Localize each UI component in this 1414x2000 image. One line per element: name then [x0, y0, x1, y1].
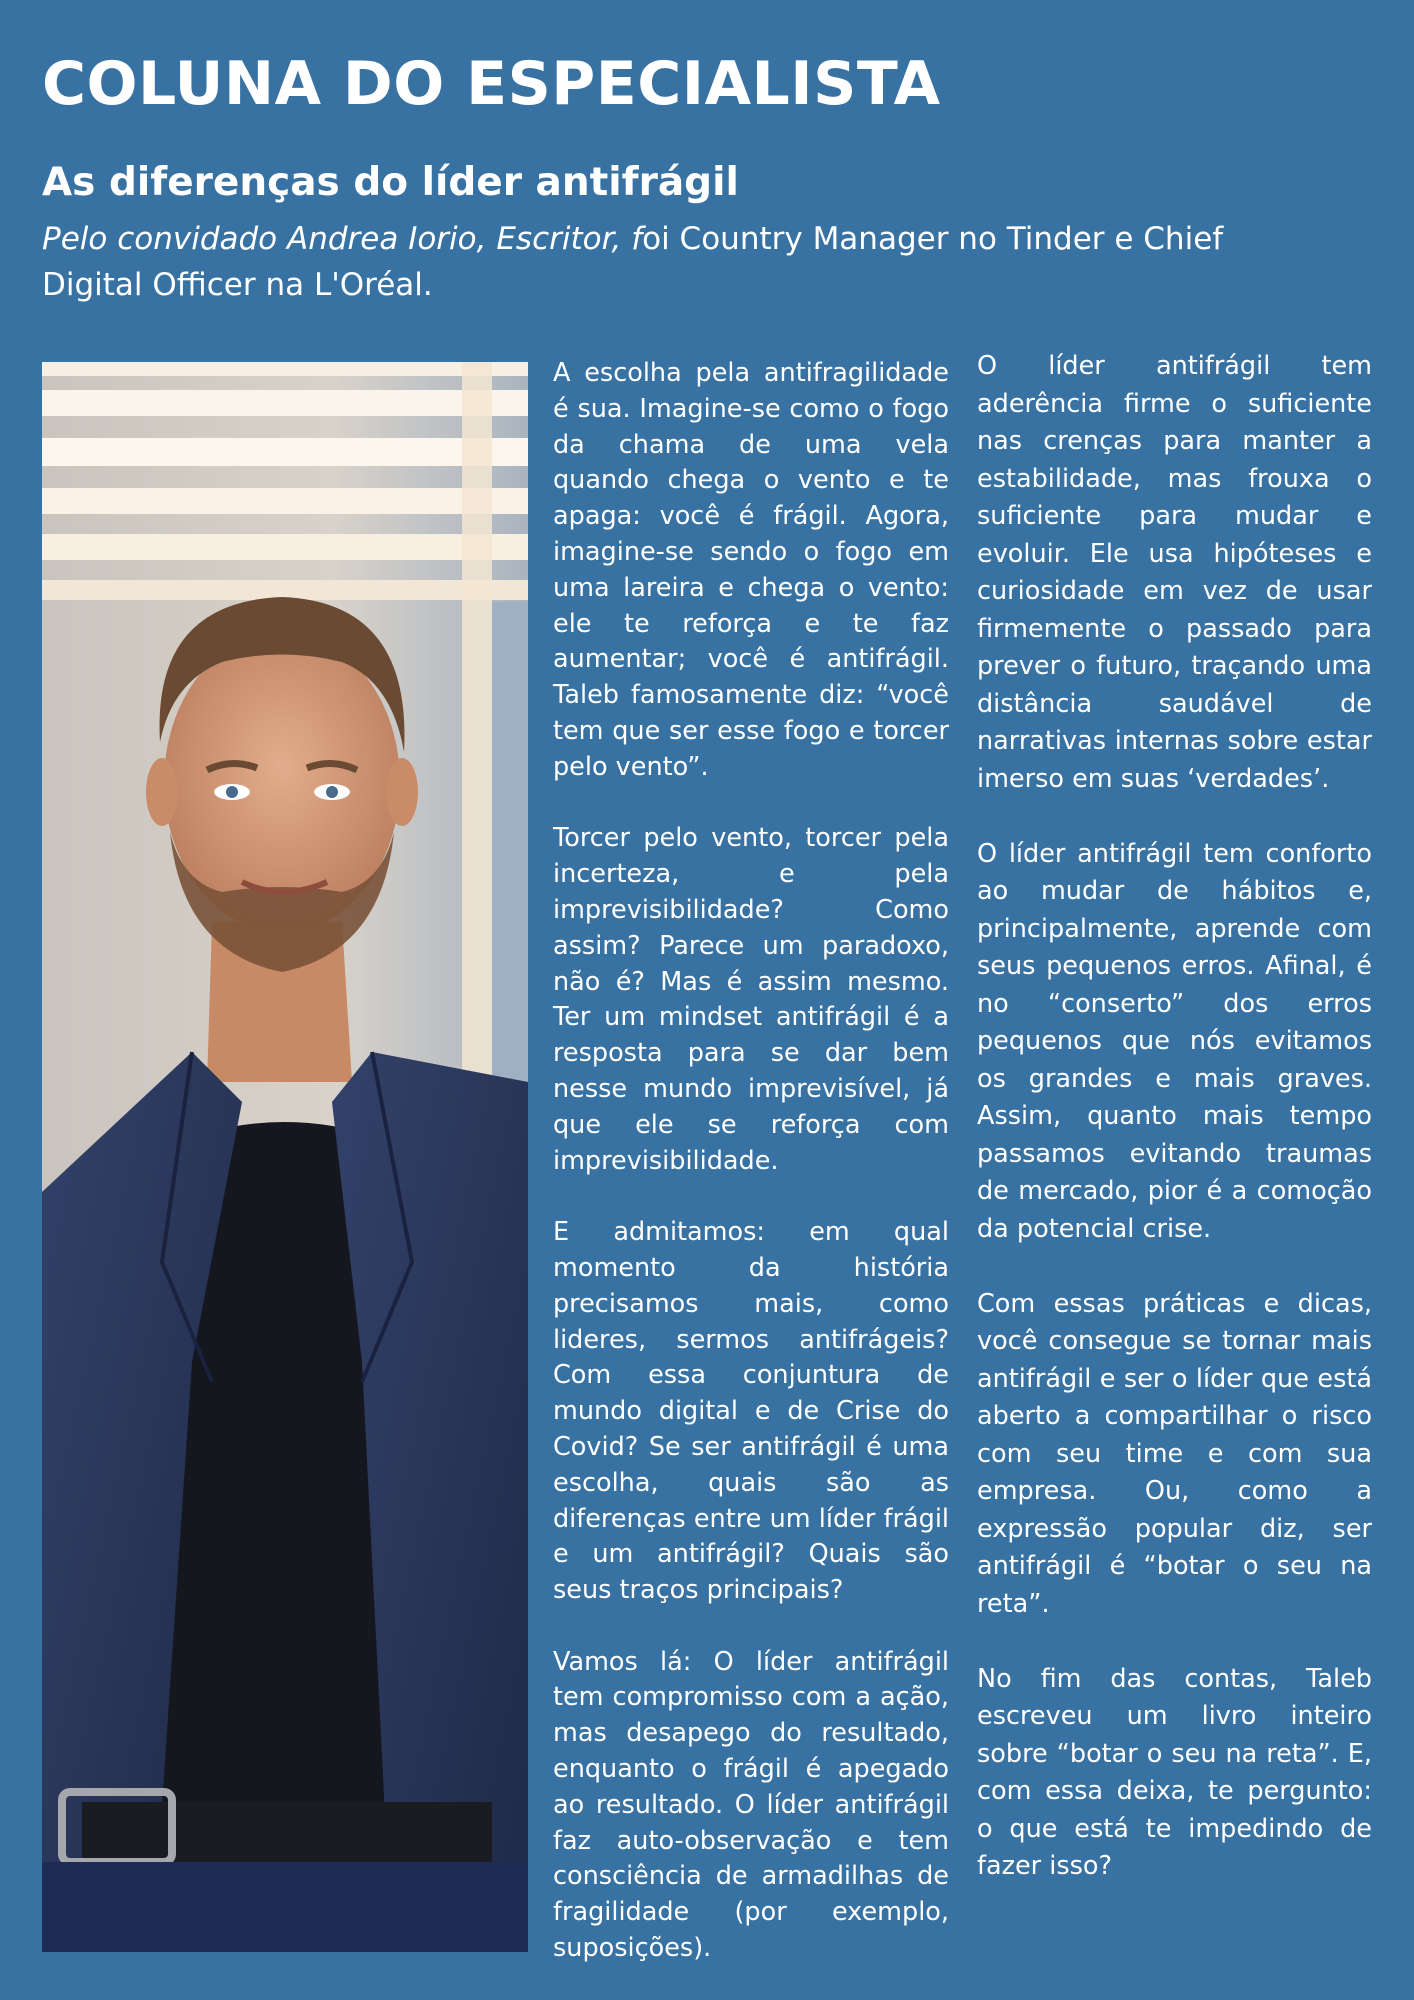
- paragraph: A escolha pela antifragilidade é sua. Imagine-se como o fogo da chama de uma vela quando chega o vento e te apaga: você é frágil. Agora, imagine-se sendo o fogo em uma lareira e chega o vento: ele te reforça e te faz aumentar; você é antifrágil. Taleb famosamente diz: “você tem que ser esse fogo e torcer pelo vento”.: [553, 358, 949, 782]
- paragraph: No fim das contas, Taleb escreveu um livro inteiro sobre “botar o seu na reta”. E, com essa deixa, te pergunto: o que está te impedindo de fazer isso?: [977, 1663, 1372, 1881]
- byline: [42, 216, 1332, 308]
- section-title: COLUNA DO ESPECIALISTA: [42, 49, 941, 119]
- paragraph: O líder antifrágil tem conforto ao mudar de hábitos e, principalmente, aprende com seus pequenos erros. Afinal, é no “conserto” dos erros pequenos que nós evitamos os grandes e mais graves. Assim, quanto mais tempo passamos evitando traumas de mercado, pior é a comoção da potencial crise.: [977, 838, 1372, 1244]
- paragraph: Com essas práticas e dicas, você consegue se tornar mais antifrágil e ser o líder que está aberto a compartilhar o risco com seu time e com sua empresa. Ou, como a expressão popular diz, ser antifrágil é “botar o seu na reta”.: [977, 1288, 1372, 1619]
- byline-regular: oi Country Manager no Tinder e Chief Digital Officer na L'Oréal.: [42, 221, 1224, 303]
- article-column-2: [977, 348, 1372, 1886]
- byline-italic: Pelo convidado Andrea Iorio, Escritor, f: [42, 221, 643, 257]
- paragraph: O líder antifrágil tem aderência firme o suficiente nas crenças para manter a estabilidade, mas frouxa o suficiente para mudar e evoluir. Ele usa hipóteses e curiosidade em vez de usar firmemente o passado para prever o futuro, traçando uma distância saudável de narrativas internas sobre estar imerso em suas ‘verdades’.: [977, 351, 1372, 794]
- article-column-1: [553, 356, 949, 1967]
- paragraph: Vamos lá: O líder antifrágil tem compromisso com a ação, mas desapego do resultado, enquanto o frágil é apegado ao resultado. O líder antifrágil faz auto-observação e tem consciência de armadilhas de fragilidade (por exemplo, suposições).: [553, 1646, 949, 1964]
- paragraph: E admitamos: em qual momento da história precisamos mais, como lideres, sermos antifrágeis? Com essa conjuntura de mundo digital e de Crise do Covid? Se ser antifrágil é uma escolha, quais são as diferenças entre um líder frágil e um antifrágil? Quais são seus traços principais?: [553, 1217, 949, 1606]
- author-photo: [42, 362, 528, 1952]
- paragraph: Torcer pelo vento, torcer pela incerteza, e pela imprevisibilidade? Como assim? Parece um paradoxo, não é? Mas é assim mesmo. Ter um mindset antifrágil é a resposta para se dar bem nesse mundo imprevisível, já que ele se reforça com imprevisibilidade.: [553, 823, 949, 1176]
- article-title: As diferenças do líder antifrágil: [42, 160, 739, 205]
